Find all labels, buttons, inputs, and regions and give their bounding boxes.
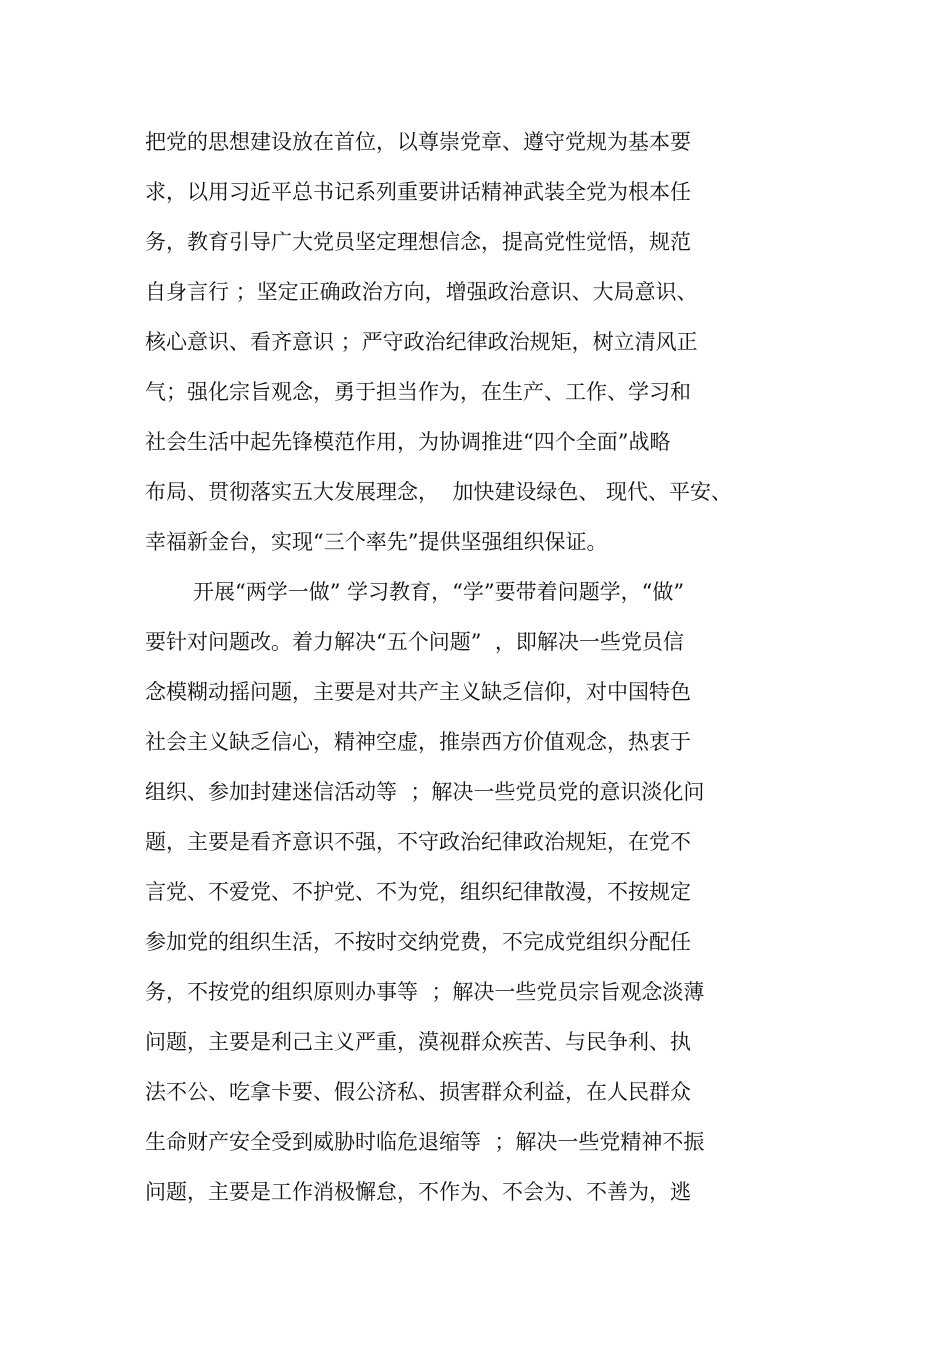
text-line: 题，主要是看齐意识不强，不守政治纪律政治规矩，在党不 xyxy=(145,830,691,854)
text-line: 务，教育引导广大党员坚定理想信念，提高党性觉悟，规范 xyxy=(145,230,691,254)
text-line: 生命财产安全受到威胁时临危退缩等 ；解决一些党精神不振 xyxy=(145,1130,705,1154)
text-line: 气；强化宗旨观念，勇于担当作为，在生产、工作、学习和 xyxy=(145,380,691,404)
text-line: 布局、贯彻落实五大发展理念， 加快建设绿色、 现代、平安、 xyxy=(145,480,733,504)
text-line: 务，不按党的组织原则办事等 ；解决一些党员宗旨观念淡薄 xyxy=(145,980,705,1004)
text-line: 念模糊动摇问题，主要是对共产主义缺乏信仰，对中国特色 xyxy=(145,680,691,704)
text-line: 言党、不爱党、不护党、不为党，组织纪律散漫，不按规定 xyxy=(145,880,691,904)
text-line: 参加党的组织生活，不按时交纳党费，不完成党组织分配任 xyxy=(145,930,691,954)
text-line: 把党的思想建设放在首位，以尊崇党章、遵守党规为基本要 xyxy=(145,130,691,154)
text-line: 自身言行 ；坚定正确政治方向，增强政治意识、大局意识、 xyxy=(145,280,698,304)
text-line: 问题，主要是利己主义严重，漠视群众疾苦、与民争利、执 xyxy=(145,1030,691,1054)
text-line: 社会主义缺乏信心，精神空虚，推崇西方价值观念，热衷于 xyxy=(145,730,691,754)
text-line: 法不公、吃拿卡要、假公济私、损害群众利益，在人民群众 xyxy=(145,1080,691,1104)
text-line: 幸福新金台，实现“三个率先”提供坚强组织保证。 xyxy=(145,530,608,554)
text-line: 问题，主要是工作消极懈怠，不作为、不会为、不善为，逃 xyxy=(145,1180,691,1204)
text-line: 社会生活中起先锋模范作用，为协调推进“四个全面”战略 xyxy=(145,430,671,454)
text-line: 要针对问题改。着力解决“五个问题” ，即解决一些党员信 xyxy=(145,630,684,654)
text-line: 求，以用习近平总书记系列重要讲话精神武装全党为根本任 xyxy=(145,180,691,204)
text-line: 核心意识、看齐意识 ；严守政治纪律政治规矩，树立清风正 xyxy=(145,330,698,354)
text-line: 组织、参加封建迷信活动等 ；解决一些党员党的意识淡化问 xyxy=(145,780,705,804)
paragraph-first-line: 开展“两学一做” 学习教育，“学”要带着问题学，“做” xyxy=(193,580,685,604)
